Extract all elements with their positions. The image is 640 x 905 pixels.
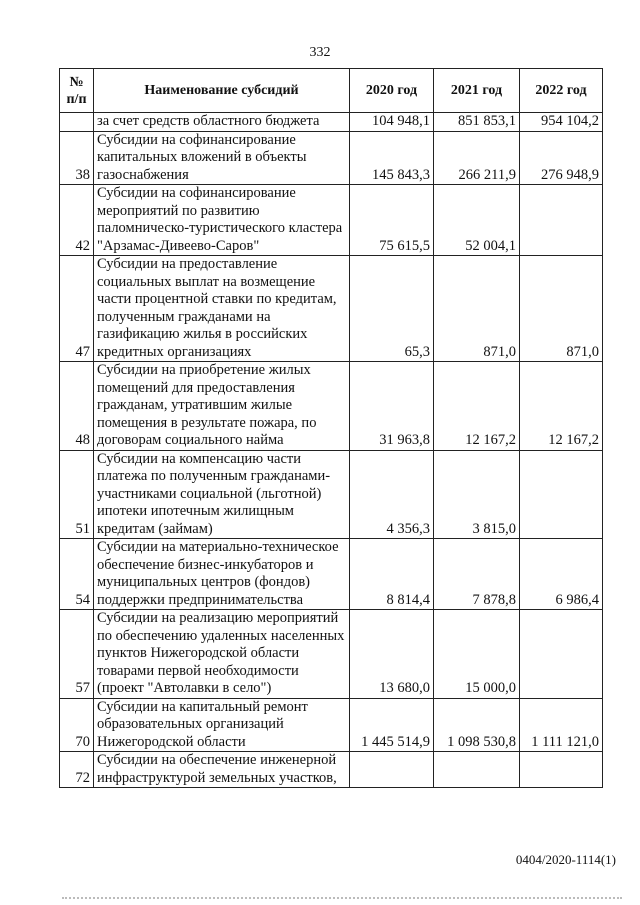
row-num: 38: [60, 131, 94, 185]
row-2021: 3 815,0: [434, 450, 520, 539]
row-name: Субсидии на предоставление социальных выплат на возмещение части процентной ставки по кредитам, полученным гражданами на газификацию жилья в российских кредитных организациях: [94, 256, 350, 362]
continuation-num: [60, 113, 94, 132]
table-row: [60, 362, 603, 451]
table-row: [60, 698, 603, 752]
table-row: [60, 450, 603, 539]
row-2021: 52 004,1: [434, 185, 520, 256]
row-name: Субсидии на обеспечение инженерной инфраструктурой земельных участков,: [94, 752, 350, 788]
row-2020: 1 445 514,9: [350, 698, 434, 752]
row-2022: [520, 450, 603, 539]
row-2022: 6 986,4: [520, 539, 603, 610]
row-num: 47: [60, 256, 94, 362]
row-name: Субсидии на софинансирование мероприятий по развитию паломническо-туристического кластера "Арзамас-Дивеево-Саров": [94, 185, 350, 256]
row-name: Субсидии на приобретение жилых помещений для предоставления гражданам, утратившим жилые помещения в результате пожара, по договорам социального найма: [94, 362, 350, 451]
table-row: [60, 610, 603, 699]
table-row: [60, 185, 603, 256]
row-2020: 65,3: [350, 256, 434, 362]
table-row: [60, 256, 603, 362]
row-num: 54: [60, 539, 94, 610]
row-2021: 1 098 530,8: [434, 698, 520, 752]
row-2020: 4 356,3: [350, 450, 434, 539]
header-2022: 2022 год: [520, 69, 603, 113]
header-2021: 2021 год: [434, 69, 520, 113]
row-num: 51: [60, 450, 94, 539]
header-num: № п/п: [60, 69, 94, 113]
row-2020: 75 615,5: [350, 185, 434, 256]
table-row: [60, 752, 603, 788]
scan-artifact-line: [62, 897, 622, 899]
table-row: [60, 131, 603, 185]
row-num: 57: [60, 610, 94, 699]
row-name: Субсидии на капитальный ремонт образовательных организаций Нижегородской области: [94, 698, 350, 752]
row-2021: 15 000,0: [434, 610, 520, 699]
row-2022: 871,0: [520, 256, 603, 362]
header-2020: 2020 год: [350, 69, 434, 113]
continuation-2021: 851 853,1: [434, 113, 520, 132]
row-2021: 266 211,9: [434, 131, 520, 185]
page-number: 332: [309, 45, 331, 60]
row-2020: 145 843,3: [350, 131, 434, 185]
row-2022: [520, 185, 603, 256]
row-num: 48: [60, 362, 94, 451]
row-2020: 13 680,0: [350, 610, 434, 699]
row-name: Субсидии на реализацию мероприятий по обеспечению удаленных населенных пунктов Нижегородской области товарами первой необходимости (проект "Автолавки в село"): [94, 610, 350, 699]
subsidies-table: [59, 68, 603, 788]
row-2020: [350, 752, 434, 788]
row-2022: 12 167,2: [520, 362, 603, 451]
continuation-2020: 104 948,1: [350, 113, 434, 132]
row-2022: [520, 752, 603, 788]
row-name: Субсидии на материально-техническое обеспечение бизнес-инкубаторов и муниципальных центров (фондов) поддержки предпринимательства: [94, 539, 350, 610]
row-2020: 8 814,4: [350, 539, 434, 610]
row-2022: 1 111 121,0: [520, 698, 603, 752]
row-2021: [434, 752, 520, 788]
continuation-name: за счет средств областного бюджета: [94, 113, 350, 132]
row-name: Субсидии на софинансирование капитальных вложений в объекты газоснабжения: [94, 131, 350, 185]
row-2021: 12 167,2: [434, 362, 520, 451]
row-num: 70: [60, 698, 94, 752]
table-header-row: [60, 69, 603, 113]
row-2022: 276 948,9: [520, 131, 603, 185]
row-2021: 7 878,8: [434, 539, 520, 610]
header-name: Наименование субсидий: [94, 69, 350, 113]
continuation-row: [60, 113, 603, 132]
row-2020: 31 963,8: [350, 362, 434, 451]
table-row: [60, 539, 603, 610]
row-num: 42: [60, 185, 94, 256]
row-num: 72: [60, 752, 94, 788]
row-name: Субсидии на компенсацию части платежа по полученным гражданами-участниками социальной (льготной) ипотеки ипотечным жилищным кредитам (займам): [94, 450, 350, 539]
document-code: 0404/2020-1114(1): [515, 852, 616, 867]
continuation-2022: 954 104,2: [520, 113, 603, 132]
row-2021: 871,0: [434, 256, 520, 362]
row-2022: [520, 610, 603, 699]
